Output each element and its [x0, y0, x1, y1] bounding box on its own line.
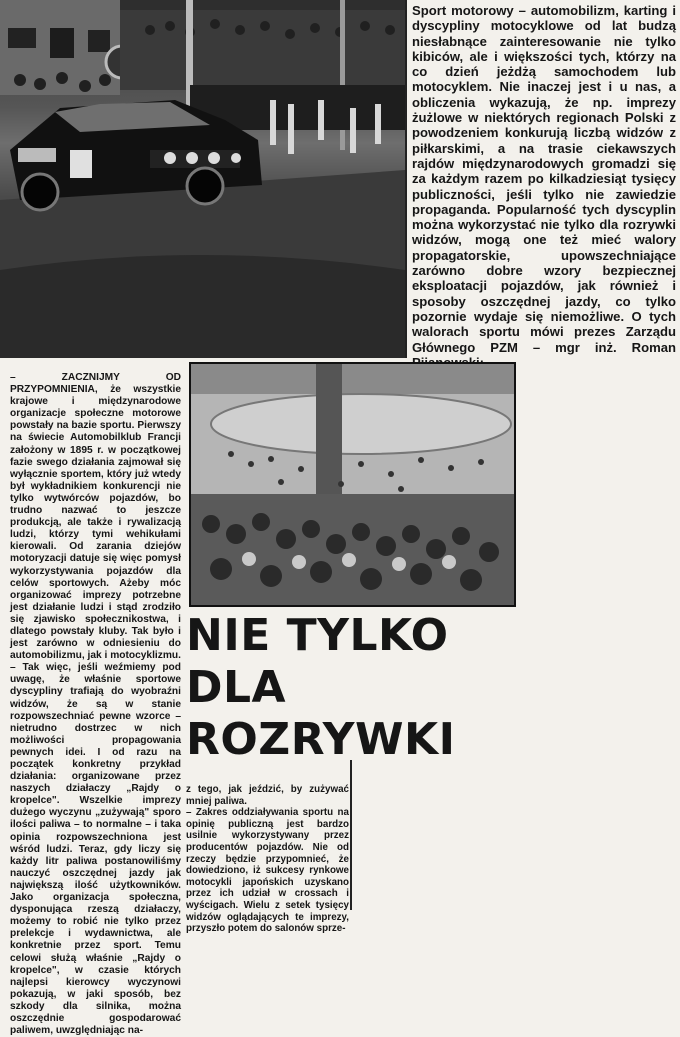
rally-car-photo	[0, 0, 405, 358]
headline-line-1: NIE TYLKO	[186, 610, 449, 661]
intro-text: Sport motorowy – automobilizm, karting i dyscypliny motocyklowe od lat budzą niesłabnące zainteresowanie nie tylko kibiców, ale i większości tych, którzy na co dzień jeżdżą samochodem lub motocyklem. Nie inaczej jest i u nas, a obliczenia wykazują, że np. imprezy żużlowe w niektórych regionach Polski z powodzeniem konkurują liczbą widzów z piłkarskimi, a na trasie ciekawszych rajdów międzynarodowych gromadzi się za każdym razem po kilkadziesiąt tysięcy publiczności, jeśli tylko nie zawiedzie propaganda. Popularność tych dyscyplin można wykorzystać nie tylko dla rozrywki widzów, mogą one też mieć walory propagatorskie, upowszechniające zarówno dobre wzory bezpiecznej eksploatacji pojazdów, jak również i sposoby oszczędnej jazdy, co tylko pozornie wydaje się niemożliwe. O tych walorach sportu mówi prezes Zarządu Głównego PZM – mgr inż. Roman	[412, 3, 676, 355]
column-rule-top	[405, 0, 407, 358]
column-rule-bottom	[350, 760, 352, 910]
left-paragraph-1	[10, 372, 181, 662]
right-paragraph-1: z tego, jak jeździć, by zużywać mniej paliwa.	[186, 784, 349, 807]
right-paragraph-2: – Zakres oddziaływania sportu na opinię publiczną jest bardzo usilnie wykorzystywany przez producentów pojazdów. Nie od rzeczy będzie przypomnieć, że dowiedziono, iż sukcesy rynkowe motocykli japońskich uzyskano przez ich udział w crossach i wyścigach. Wielu z setek tysięcy widzów oglądających te imprezy, przyszło potem do salonów sprze-	[186, 807, 349, 935]
lead-in: – ZACZNIJMY OD PRZYPOMNIENIA,	[10, 372, 181, 396]
stadium-crowd-photo	[189, 362, 516, 607]
left-paragraph-1-text: że wszystkie krajowe i międzynarodowe organizacje społeczne motorowe powstały na bazie sportu. Pierwszy na świecie Automobilklub Francji założony w 1895 r. w początkowej fazie swego działania zajmował się wyłącznie sportem, który już wtedy był wykładnikiem konkurencji nie tylko wytwórców pojazdów, bo trudno nazwać to jeszcze produkcją, ale także i rywalizacją ludzi, którzy tymi wehikułami kierowali. Od zarania dziejów motoryzacji datuje się więc pomysł wykorzystywania pojazdów dla celów sportowych. Ażeby móc organizować imprezy potrzebne jest działanie ludzi i stąd zrodziło się zjawisko społecznikostwa, i dlatego powstały kluby. Tak było i jest zarówno w odniesieniu do automobilizmu, jak i motocyklizmu.	[10, 384, 181, 662]
headline-line-3: ROZRYWKI	[186, 714, 456, 765]
left-paragraph-2: – Tak więc, jeśli weźmiemy pod uwagę, że właśnie sportowe dyscypliny trafiają do wyobraźni widzów, że są w stanie rozpowszechniać pewne wzorce – nietrudno dostrzec w nich możliwości propagowania pewnych idei. I od razu na początek konkretny przykład działania: organizowane przez naszych działaczy „Rajdy o kropelce". Wszelkie imprezy dużego wyczynu „zużywają" sporo ilości paliwa – to normalne – i taka opinia rozpowszechniona jest wśród ludzi. Teraz, gdy liczy się każdy litr paliwa postanowiliśmy nauczyć oszczędnej jazdy jak największą ilość użytkowników. Jako organizacja społeczna, dysponująca rzeszą działaczy, możemy to robić nie tylko przez prelekcje i wydawnictwa, ale konkretnie przez sport. Temu celowi służą właśnie „Rajdy o kropelce", w czasie których najlepsi kierowcy wyczynowi pokazują, w jaki sposób, bez szkody dla silnika, można oszczędnie gospodarować paliwem, uwzględniając na-	[10, 662, 181, 1037]
article-left-column	[10, 372, 181, 1037]
headline-line-2: DLA	[186, 662, 287, 713]
article-right-column	[186, 784, 349, 935]
article-headline	[186, 610, 516, 766]
intro-paragraph	[412, 3, 676, 370]
